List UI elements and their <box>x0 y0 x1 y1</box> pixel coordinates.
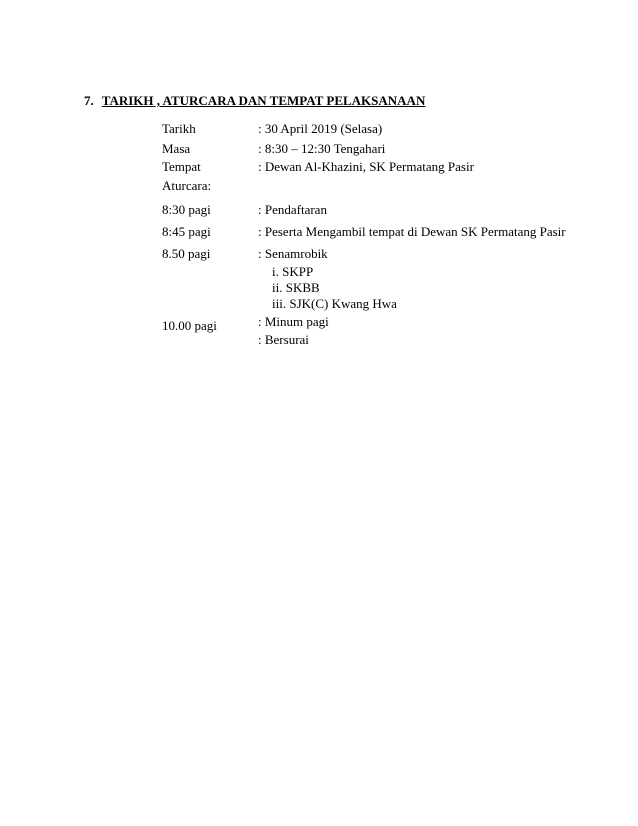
section-title: TARIKH , ATURCARA DAN TEMPAT PELAKSANAAN <box>101 93 426 108</box>
detail-value: : 30 April 2019 (Selasa) <box>258 121 383 136</box>
schedule-activity: : Minum pagi <box>258 314 329 329</box>
schedule-time: 8.50 pagi <box>162 246 211 261</box>
schedule-activity: : Peserta Mengambil tempat di Dewan SK Permatang Pasir <box>258 224 566 239</box>
detail-value: : Dewan Al-Khazini, SK Permatang Pasir <box>258 159 474 174</box>
schedule-activity: : Bersurai <box>258 332 309 347</box>
section-heading <box>84 93 425 109</box>
detail-value: : 8:30 – 12:30 Tengahari <box>258 141 386 156</box>
detail-label: Masa <box>162 141 191 156</box>
schedule-activity: : Senamrobik <box>258 246 328 261</box>
senamrobik-item: iii. SJK(C) Kwang Hwa <box>272 296 397 311</box>
detail-label: Aturcara: <box>162 178 212 193</box>
senamrobik-item: i. SKPP <box>272 264 314 279</box>
detail-label: Tarikh <box>162 121 196 136</box>
schedule-time: 8:45 pagi <box>162 224 211 239</box>
schedule-activity: : Pendaftaran <box>258 202 327 217</box>
detail-label: Tempat <box>162 159 201 174</box>
senamrobik-item: ii. SKBB <box>272 280 320 295</box>
schedule-time: 10.00 pagi <box>162 318 217 333</box>
section-number: 7. <box>84 93 94 108</box>
schedule-time: 8:30 pagi <box>162 202 211 217</box>
